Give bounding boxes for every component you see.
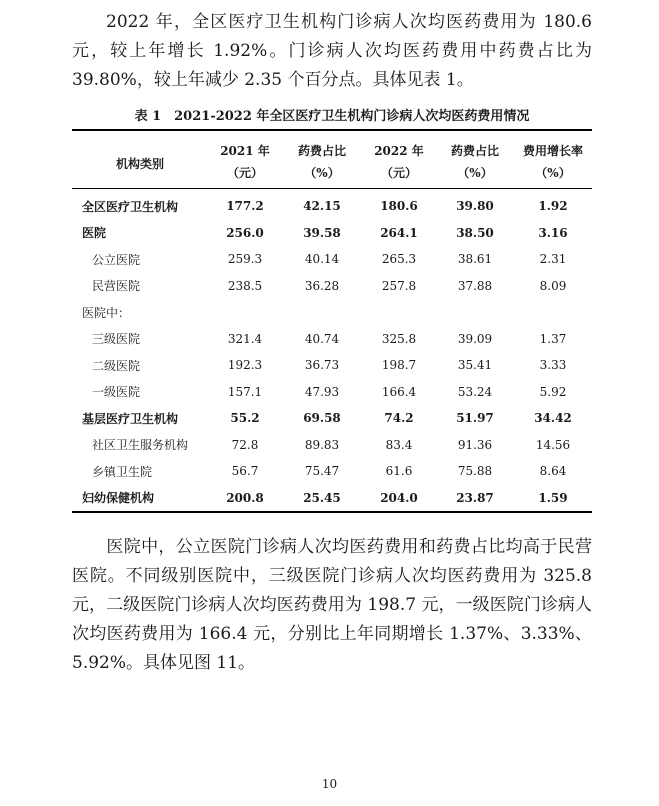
header-unit-yuan: （元） [380,166,417,180]
header-unit-percent: （%） [304,166,340,180]
cell-2022-yuan: 61.6 [385,464,413,479]
header-2021-drug-share: 药费占比 [297,144,346,158]
cell-2022-drug-share: 51.97 [456,411,494,426]
cell-2021-yuan: 177.2 [226,199,264,214]
table-header [72,130,592,189]
cell-2022-drug-share: 39.80 [456,199,494,214]
cell-2022-yuan [362,299,436,326]
cell-2022-yuan: 166.4 [381,384,417,399]
header-unit-percent: （%） [535,166,571,180]
cell-growth-rate: 2.31 [539,252,567,267]
cell-2021-drug-share: 75.47 [304,464,340,479]
table-row [72,405,592,432]
table-row [72,189,592,220]
cell-2021-yuan: 238.5 [227,278,263,293]
cell-2021-yuan: 72.8 [231,437,259,452]
cell-growth-rate: 3.16 [538,225,568,240]
table-row [72,485,592,513]
cell-2022-yuan: 198.7 [381,358,417,373]
intro-paragraph [72,8,592,95]
header-growth-rate: 费用增长率 [522,144,583,158]
outpatient-cost-table [72,129,592,513]
cell-growth-rate: 1.92 [538,199,568,214]
page-number: 10 [321,777,338,791]
cell-2021-yuan: 259.3 [227,252,263,267]
cell-2022-yuan: 74.2 [384,411,414,426]
row-label: 乡镇卫生院 [92,464,153,479]
row-label: 全区医疗卫生机构 [82,199,179,214]
cell-growth-rate: 14.56 [535,437,571,452]
cell-2021-yuan: 157.1 [227,384,263,399]
table-body [72,189,592,513]
header-2022-drug-share: 药费占比 [450,144,499,158]
cell-2021-drug-share [282,299,362,326]
cell-2022-drug-share: 38.61 [457,252,493,267]
table-row [72,326,592,353]
cell-growth-rate [514,299,592,326]
cell-2022-yuan: 264.1 [380,225,418,240]
cell-2021-drug-share: 25.45 [303,490,341,505]
cell-2021-drug-share: 40.74 [304,331,340,346]
cell-2022-yuan: 204.0 [380,490,418,505]
cell-2022-yuan: 180.6 [380,199,418,214]
header-category: 机构类别 [115,157,164,171]
table-row [72,458,592,485]
cell-2022-yuan: 83.4 [385,437,413,452]
cell-2021-yuan: 321.4 [227,331,263,346]
cell-2021-drug-share: 40.14 [304,252,340,267]
cell-growth-rate: 3.33 [539,358,567,373]
cell-2021-drug-share: 47.93 [304,384,340,399]
cell-2022-drug-share: 75.88 [457,464,493,479]
analysis-paragraph-text: 医院中，公立医院门诊病人次均医药费用和药费占比均高于民营医院。不同级别医院中，三级医院门诊病人次均医药费用为 325.8 元，二级医院门诊病人次均医药费用为 198.7 元，一级医院门诊病人次均医药费用为 166.4 元，分别比上年同期增长 1.37%、3.33%、5.92%。具体见图 11。 [72,537,592,673]
table-row [72,299,592,326]
header-2022-yuan: 2022 年 [374,144,424,158]
cell-2021-yuan: 200.8 [226,490,264,505]
header-unit-yuan: （元） [226,166,263,180]
cell-2021-yuan [208,299,282,326]
cell-2021-drug-share: 39.58 [303,225,341,240]
row-label: 三级医院 [92,332,141,347]
row-label: 民营医院 [92,279,141,294]
cell-growth-rate: 8.64 [539,464,567,479]
cell-growth-rate: 1.37 [539,331,567,346]
cell-2022-drug-share: 91.36 [457,437,493,452]
row-label: 一级医院 [92,385,141,400]
cell-2021-drug-share: 42.15 [303,199,341,214]
cell-2021-drug-share: 69.58 [303,411,341,426]
cell-2021-yuan: 55.2 [230,411,260,426]
cell-growth-rate: 5.92 [539,384,567,399]
cell-2022-drug-share: 53.24 [457,384,493,399]
cell-2022-drug-share: 35.41 [457,358,493,373]
cell-2021-drug-share: 89.83 [304,437,340,452]
table-row [72,432,592,459]
table-row [72,352,592,379]
cell-2021-yuan: 56.7 [231,464,259,479]
cell-growth-rate: 8.09 [539,278,567,293]
cell-2021-drug-share: 36.28 [304,278,340,293]
cell-2022-drug-share [436,299,514,326]
intro-paragraph-text: 2022 年，全区医疗卫生机构门诊病人次均医药费用为 180.6 元，较上年增长 1.92%。门诊病人次均医药费用中药费占比为 39.80%，较上年减少 2.35 个百分点。具体见表 1。 [72,12,592,90]
cell-2022-drug-share: 38.50 [456,225,494,240]
cell-2021-yuan: 256.0 [226,225,264,240]
cell-growth-rate: 34.42 [534,411,572,426]
cell-2022-yuan: 325.8 [381,331,417,346]
table-row [72,379,592,406]
analysis-paragraph [72,533,592,678]
cell-2021-yuan: 192.3 [227,358,263,373]
row-label: 医院 [82,226,107,241]
row-label: 社区卫生服务机构 [92,438,189,453]
cell-growth-rate: 1.59 [538,490,568,505]
row-label: 基层医疗卫生机构 [82,411,179,426]
cell-2022-drug-share: 39.09 [457,331,493,346]
row-label: 二级医院 [92,358,141,373]
cell-2022-drug-share: 37.88 [457,278,493,293]
table-row [72,246,592,273]
row-label: 医院中： [82,305,131,320]
cell-2021-drug-share: 36.73 [304,358,340,373]
header-unit-percent: （%） [457,166,493,180]
table-row [72,220,592,247]
header-2021-yuan: 2021 年 [220,144,270,158]
table-caption: 表 1 2021-2022 年全区医疗卫生机构门诊病人次均医药费用情况 [134,109,530,124]
cell-2022-yuan: 257.8 [381,278,417,293]
row-label: 公立医院 [92,252,141,267]
cell-2022-yuan: 265.3 [381,252,417,267]
row-label: 妇幼保健机构 [82,491,155,506]
table-row [72,273,592,300]
cell-2022-drug-share: 23.87 [456,490,494,505]
